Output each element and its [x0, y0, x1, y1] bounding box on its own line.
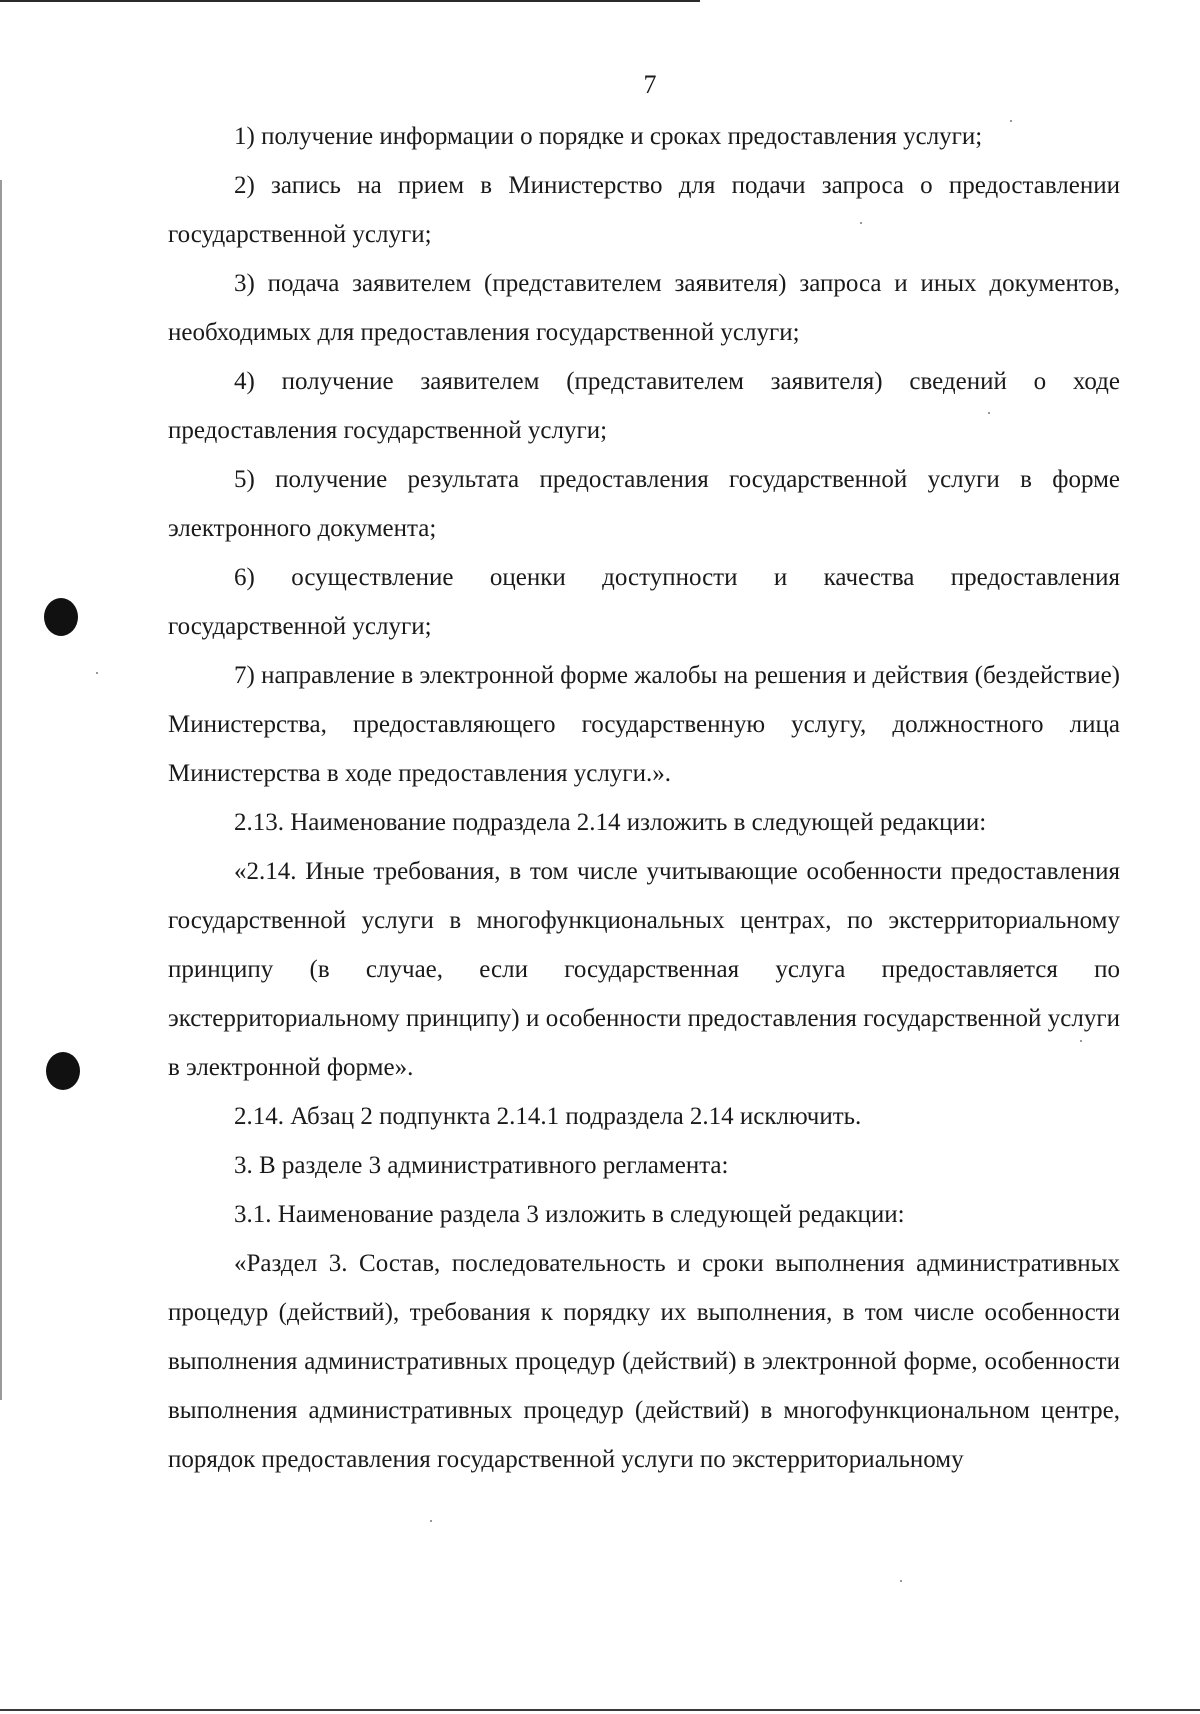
list-item-4: 4) получение заявителем (представителем заявителя) сведений о ходе предоставления государственной услуги; — [168, 368, 1120, 444]
clause-2-14: 2.14. Абзац 2 подпункта 2.14.1 подраздела 2.14 исключить. — [234, 1103, 862, 1130]
quoted-subsection-2-14: «2.14. Иные требования, в том числе учитывающие особенности предоставления государственной услуги в многофункциональных центрах, по экстерриториальному принципу (в случае, если государственная услуга предоставляется по экстерриториальному принципу) и особенности предоставления государственной услуги в электронной форме». — [168, 858, 1120, 1081]
list-item-5: 5) получение результата предоставления государственной услуги в форме электронного документа; — [168, 466, 1120, 542]
scan-noise-dot — [1080, 1040, 1082, 1042]
punch-hole-mark — [46, 1052, 80, 1090]
scan-noise-dot — [900, 1580, 902, 1582]
page-number: 7 — [643, 70, 657, 99]
document-body — [168, 112, 1120, 1484]
scan-top-edge-line — [0, 0, 700, 2]
scan-left-edge-line — [0, 180, 2, 1400]
list-item-2: 2) запись на прием в Министерство для подачи запроса о предоставлении государственной услуги; — [168, 172, 1120, 248]
list-item-1: 1) получение информации о порядке и сроках предоставления услуги; — [234, 123, 983, 150]
scan-bottom-edge-line — [0, 1709, 1200, 1711]
clause-3-1: 3.1. Наименование раздела 3 изложить в следующей редакции: — [234, 1201, 905, 1228]
clause-2-13: 2.13. Наименование подраздела 2.14 изложить в следующей редакции: — [234, 809, 987, 836]
quoted-section-3-title: «Раздел 3. Состав, последовательность и сроки выполнения административных процедур (действий), требования к порядку их выполнения, в том числе особенности выполнения административных процедур (действий) в электронной форме, особенности выполнения административных процедур (действий) в многофункциональном центре, порядок предоставления государственной услуги по экстерриториальному — [168, 1250, 1120, 1473]
punch-hole-mark — [44, 598, 78, 636]
clause-3: 3. В разделе 3 административного регламента: — [234, 1152, 729, 1179]
scan-noise-dot — [430, 1520, 432, 1522]
scan-noise-dot — [1010, 120, 1012, 122]
scan-noise-dot — [860, 222, 862, 224]
list-item-3: 3) подача заявителем (представителем заявителя) запроса и иных документов, необходимых для предоставления государственной услуги; — [168, 270, 1120, 346]
list-item-7: 7) направление в электронной форме жалобы на решения и действия (бездействие) Министерства, предоставляющего государственную услугу, должностного лица Министерства в ходе предоставления услуги.». — [168, 662, 1120, 787]
scan-noise-dot — [96, 672, 98, 674]
list-item-6: 6) осуществление оценки доступности и качества предоставления государственной услуги; — [168, 564, 1120, 640]
scan-noise-dot — [988, 412, 990, 414]
